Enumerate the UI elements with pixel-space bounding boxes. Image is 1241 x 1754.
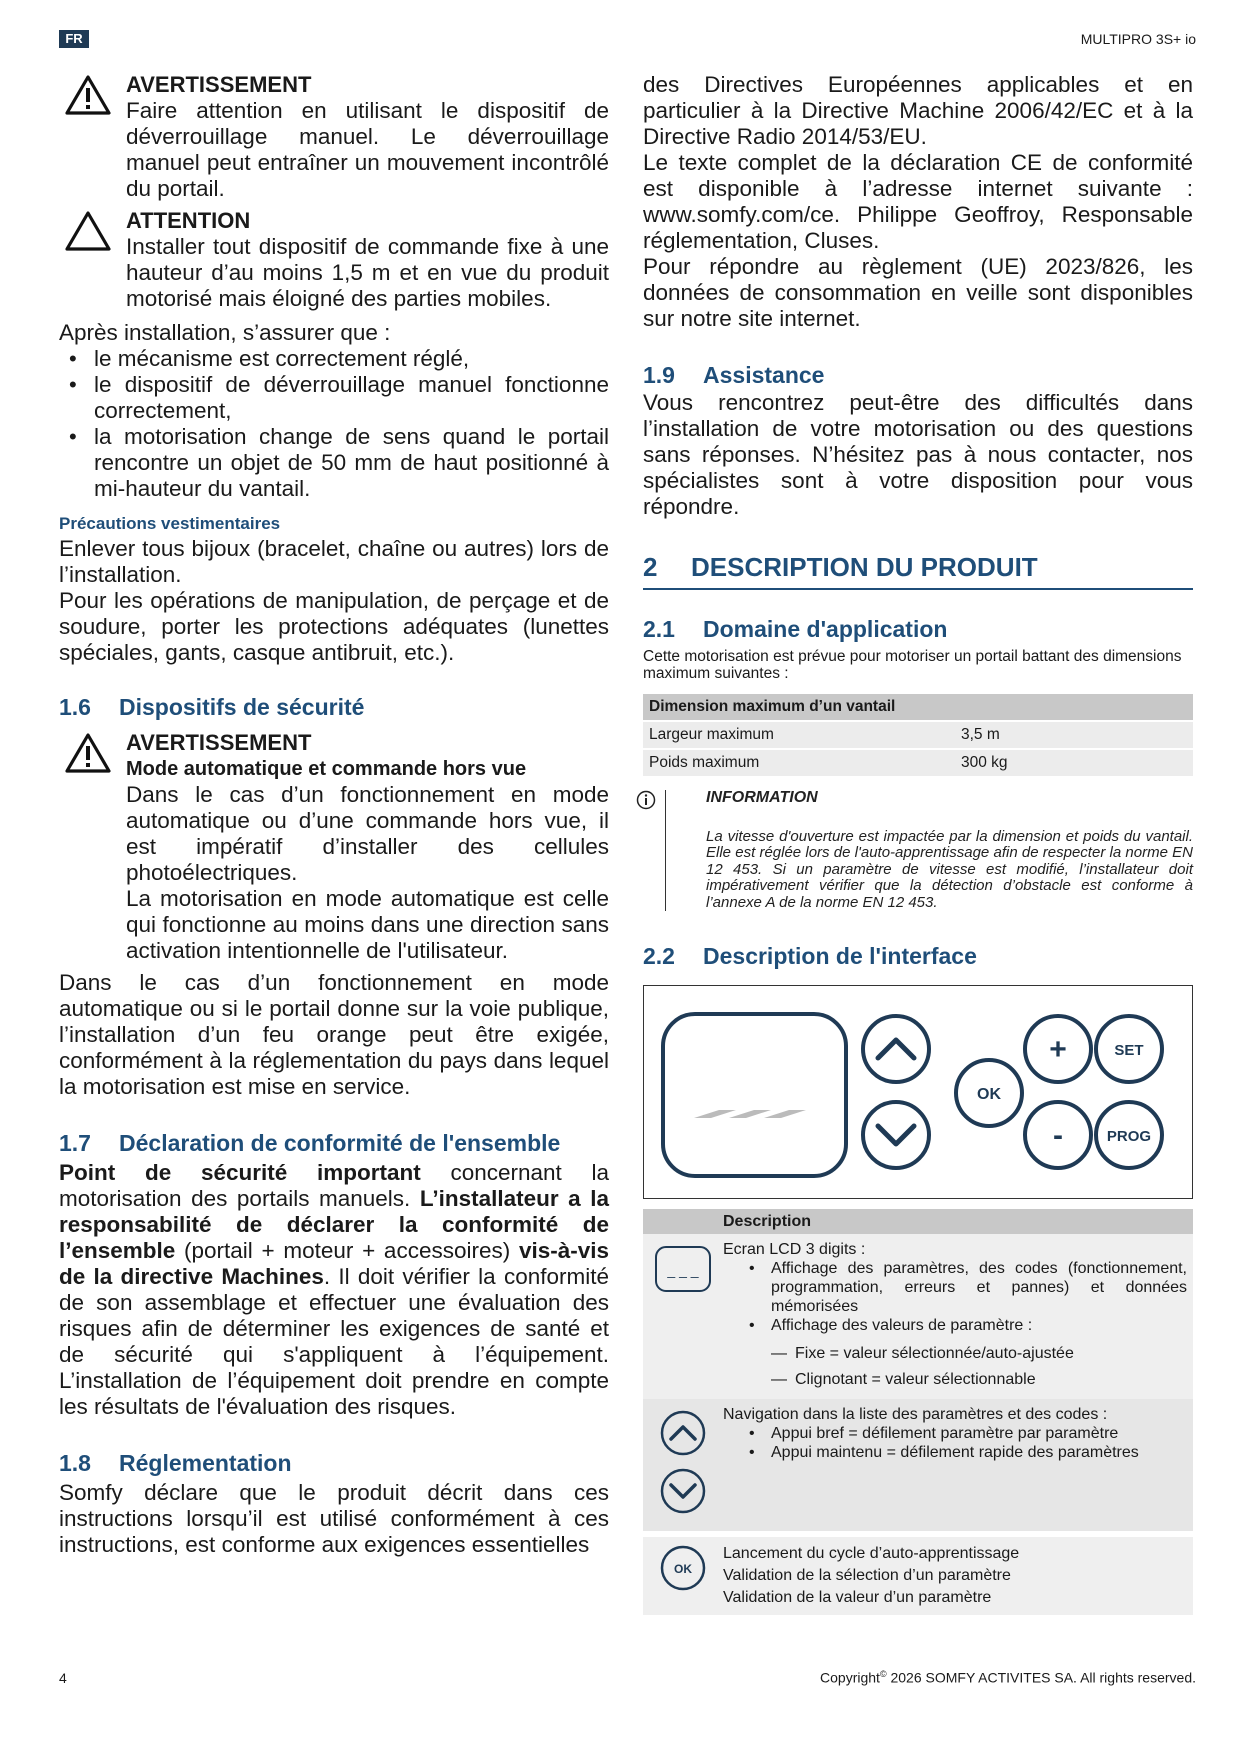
set-label: SET <box>1114 1042 1144 1059</box>
warning-title: AVERTISSEMENT <box>126 730 312 755</box>
description-text: Lancement du cycle d’auto-apprentissage <box>723 1545 1020 1562</box>
navigation-icons <box>658 1405 708 1515</box>
attention-block <box>59 208 609 312</box>
information-text: La vitesse d'ouverture est impactée par la dimension et poids du vantail. Elle est réglée lors de l'auto-apprentissage afin de respecter la norme EN 12 453. Si un paramètre de vitesse est modifié, l’installateur doit impérativement vérifier que la détection d’obstacle est conforme à l’annexe A de la norme EN 12 453. <box>706 827 1193 911</box>
section-heading-2-1: 2.1 Domaine d'application <box>643 616 948 642</box>
list-item: • la motorisation change de sens quand le portail rencontre un objet de 50 mm de haut positionné à mi-hauteur du vantail. <box>94 424 609 502</box>
information-note <box>665 790 1193 911</box>
svg-text:OK: OK <box>674 1562 692 1576</box>
table-row <box>643 1537 1193 1615</box>
section-heading-1-8: 1.8 Réglementation <box>59 1450 292 1476</box>
paragraph: Vous rencontrez peut-être des difficultés dans l’installation de votre motorisation ou des questions sans réponses. N’hésitez pas à nous contacter, nos spécialistes sont à votre disposition pour vous répondre. <box>643 390 1193 519</box>
warning-text: Dans le cas d’un fonctionnement en mode automatique ou d’une commande hors vue, il est impératif d’installer des cellules photoélectriques. <box>126 782 609 885</box>
interface-panel-drawing <box>644 986 1192 1198</box>
list-item: • Affichage des valeurs de paramètre : <box>771 1316 1187 1335</box>
right-column <box>643 72 1193 1615</box>
chapter-heading-2: 2 DESCRIPTION DU PRODUIT <box>643 550 1193 590</box>
section-heading-1-9: 1.9 Assistance <box>643 362 825 388</box>
warning-triangle-icon <box>65 732 111 774</box>
warning-title: AVERTISSEMENT <box>126 72 312 97</box>
conformity-paragraph: Point de sécurité important concernant la motorisation des portails manuels. L’installateur a la responsabilité de déclarer la conformité de l’ensemble (portail + moteur + accessoires) vis-à-vis de la directive Machines. Il doit vérifier la conformité de son assemblage et effectuer une évaluation des risques afin de déterminer les exigences de santé et de sécurité qui s'appliquent à l’équipement. L’installation de l’équipement doit prendre en compte les résultats de l'évaluation des risques. <box>59 1160 610 1419</box>
warning-block-unlock <box>59 72 609 202</box>
lcd-screen <box>663 1014 846 1176</box>
warning-block-automatic <box>59 730 609 964</box>
description-text: Ecran LCD 3 digits : <box>723 1241 866 1258</box>
ok-label: OK <box>977 1086 1001 1103</box>
information-title: INFORMATION <box>706 789 818 806</box>
warning-subtitle: Mode automatique et commande hors vue <box>126 758 527 780</box>
list-item: — Fixe = valeur sélectionnée/auto-ajustée <box>795 1341 1187 1367</box>
table-row <box>643 1234 1193 1399</box>
list-item: • Appui maintenu = défilement rapide des paramètres <box>771 1443 1187 1462</box>
list-item: — Clignotant = valeur sélectionnable <box>795 1367 1187 1393</box>
copyright: Copyright© 2026 SOMFY ACTIVITES SA. All rights reserved. <box>820 1669 1196 1686</box>
table-header: Description <box>723 1209 1193 1234</box>
description-text: Validation de la sélection d’un paramètre <box>723 1567 1011 1584</box>
description-text: Navigation dans la liste des paramètres et des codes : <box>723 1406 1108 1423</box>
clothing-precautions-title: Précautions vestimentaires <box>59 514 281 533</box>
list-item: • le dispositif de déverrouillage manuel fonctionne correctement, <box>94 372 609 424</box>
paragraph: des Directives Européennes applicables et en particulier à la Directive Machine 2006/42/EC et à la Directive Radio 2014/53/EU. <box>643 72 1193 149</box>
dimension-table <box>643 694 1193 776</box>
page-number: 4 <box>59 1670 67 1686</box>
list-item: • le mécanisme est correctement réglé, <box>94 346 609 372</box>
interface-panel-diagram <box>643 985 1193 1199</box>
prog-label: PROG <box>1106 1128 1152 1145</box>
paragraph: Pour les opérations de manipulation, de perçage et de soudure, porter les protections adéquates (lunettes spéciales, gants, casque antibruit, etc.). <box>59 588 609 665</box>
section-heading-1-7: 1.7 Déclaration de conformité de l'ensemble <box>59 1130 561 1156</box>
plus-label: + <box>1049 1033 1067 1066</box>
paragraph: Cette motorisation est prévue pour motoriser un portail battant des dimensions maximum suivantes : <box>643 648 1182 682</box>
up-button <box>863 1016 929 1082</box>
attention-title: ATTENTION <box>126 208 251 233</box>
list-item: • Appui bref = défilement paramètre par paramètre <box>771 1424 1187 1443</box>
lcd-icon <box>653 1244 713 1294</box>
attention-text: Installer tout dispositif de commande fixe à une hauteur d’au moins 1,5 m et en vue du produit motorisé mais éloigné des parties mobiles. <box>126 234 609 311</box>
warning-text: Faire attention en utilisant le dispositif de déverrouillage manuel. Le déverrouillage manuel peut entraîner un mouvement incontrôlé du portail. <box>126 98 609 201</box>
table-header: Dimension maximum d’un vantail <box>643 694 1193 721</box>
description-text: Validation de la valeur d’un paramètre <box>723 1589 992 1606</box>
down-button <box>863 1102 929 1168</box>
ok-button-icon <box>658 1543 708 1593</box>
paragraph: Pour répondre au règlement (UE) 2023/826, les données de consommation en veille sont disponibles sur notre site internet. <box>643 254 1193 331</box>
table-row <box>643 1399 1193 1531</box>
language-badge: FR <box>59 30 89 48</box>
svg-text:_ _ _: _ _ _ <box>667 1262 699 1278</box>
section-heading-2-2: 2.2 Description de l'interface <box>643 943 977 969</box>
list-item: • Affichage des paramètres, des codes (fonctionnement, programmation, erreurs et pannes) et données mémorisées <box>771 1259 1187 1316</box>
paragraph: Le texte complet de la déclaration CE de conformité est disponible à l’adresse internet suivante : www.somfy.com/ce. Philippe Geoffroy, Responsable réglementation, Cluses. <box>643 150 1193 253</box>
chevron-down-icon <box>662 1470 704 1512</box>
after-install-list <box>59 346 609 502</box>
interface-description-table <box>643 1209 1193 1615</box>
chevron-up-icon <box>662 1412 704 1454</box>
paragraph: Enlever tous bijoux (bracelet, chaîne ou autres) lors de l’installation. <box>59 536 609 587</box>
warning-triangle-icon <box>65 74 111 116</box>
product-name: MULTIPRO 3S+ io <box>1080 31 1196 47</box>
warning-text: La motorisation en mode automatique est celle qui fonctionne au moins dans une direction sans activation intentionnelle de l'utilisateur. <box>126 886 609 963</box>
table-row: Poids maximum 300 kg <box>643 749 1193 776</box>
table-row: Largeur maximum 3,5 m <box>643 721 1193 749</box>
paragraph: Somfy déclare que le produit décrit dans ces instructions lorsqu’il est utilisé conformément à ces instructions, est conforme aux exigences essentielles <box>59 1480 609 1557</box>
info-icon <box>636 790 656 810</box>
left-column <box>59 72 609 1558</box>
attention-triangle-icon <box>65 210 111 252</box>
after-install-intro: Après installation, s’assurer que : <box>59 320 391 345</box>
minus-label: - <box>1053 1119 1063 1152</box>
paragraph: Dans le cas d’un fonctionnement en mode automatique ou si le portail donne sur la voie publique, l’installation d’un feu orange peut être exigée, conformément à la réglementation du pays dans lequel la motorisation est mise en service. <box>59 970 609 1099</box>
section-heading-1-6: 1.6 Dispositifs de sécurité <box>59 694 365 720</box>
